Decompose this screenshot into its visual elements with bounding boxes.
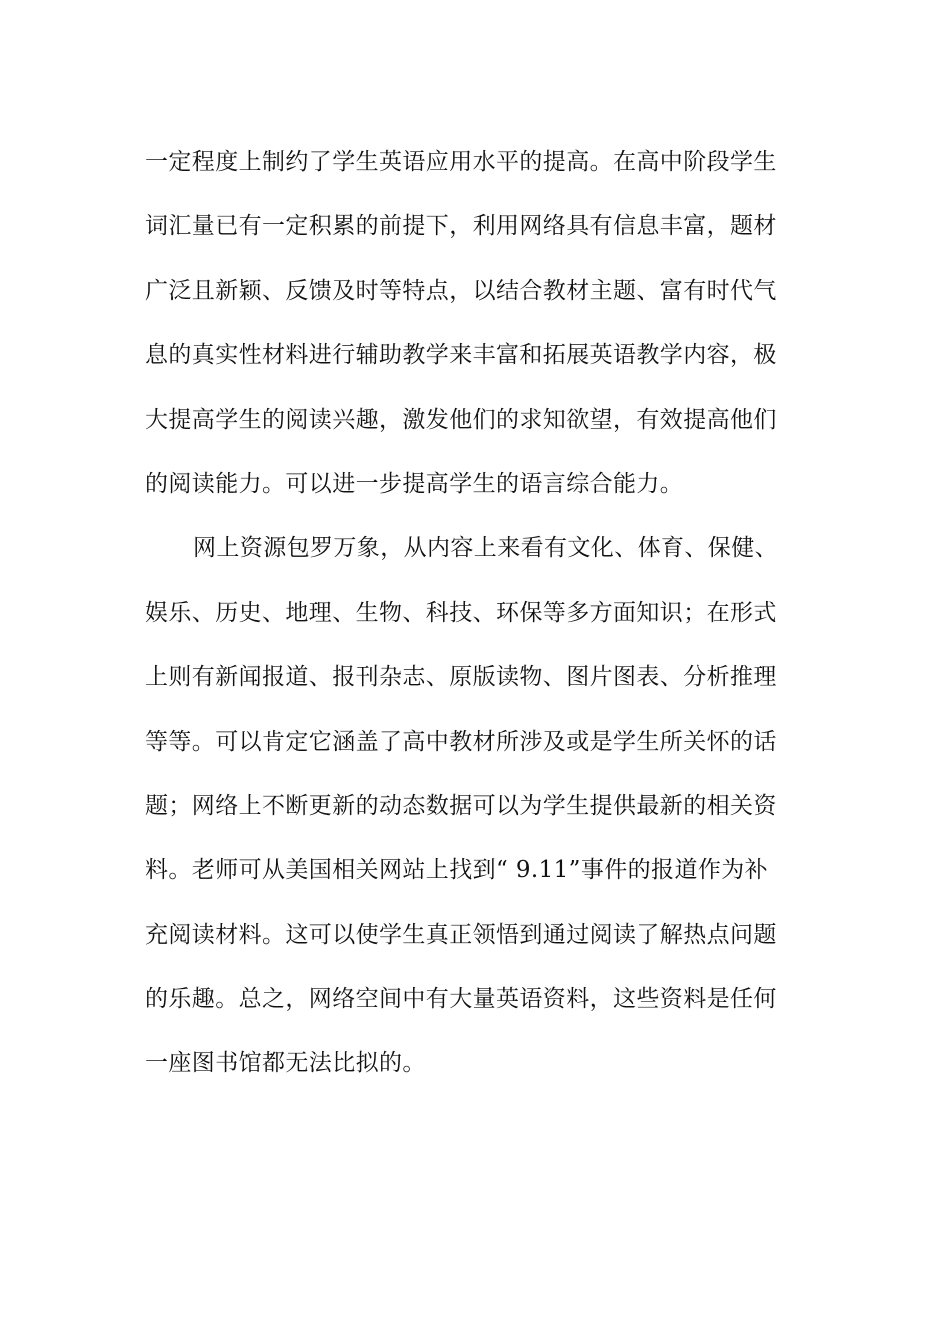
text-line-13: 充阅读材料。这可以使学生真正领悟到通过阅读了解热点问题 (145, 921, 777, 948)
text-line-1: 一定程度上制约了学生英语应用水平的提高。在高中阶段学生 (145, 149, 777, 175)
text-line-15: 一座图书馆都无法比拟的。 (145, 1050, 426, 1077)
text-line-4: 息的真实性材料进行辅助教学来丰富和拓展英语教学内容，极 (145, 342, 777, 369)
text-line-14: 的乐趣。总之，网络空间中有大量英语资料，这些资料是任何 (145, 986, 777, 1013)
text-line-8: 娱乐、历史、地理、生物、科技、环保等多方面知识；在形式 (145, 599, 777, 626)
text-line-3: 广泛且新颖、反馈及时等特点，以结合教材主题、富有时代气 (145, 277, 777, 304)
text-line-7: 网上资源包罗万象，从内容上来看有文化、体育、保健、 (193, 535, 778, 562)
text-line-2: 词汇量已有一定积累的前提下，利用网络具有信息丰富，题材 (145, 213, 777, 240)
body-text (145, 130, 805, 1096)
text-line-9: 上则有新闻报道、报刊杂志、原版读物、图片图表、分析推理 (145, 664, 777, 691)
text-line-10: 等等。可以肯定它涵盖了高中教材所涉及或是学生所关怀的话 (145, 728, 777, 755)
text-line-12: 料。老师可从美国相关网站上找到“ 9.11”事件的报道作为补 (145, 857, 769, 884)
text-line-6: 的阅读能力。可以进一步提高学生的语言综合能力。 (145, 470, 684, 497)
text-line-11: 题；网络上不断更新的动态数据可以为学生提供最新的相关资 (145, 792, 777, 819)
text-line-5: 大提高学生的阅读兴趣，激发他们的求知欲望，有效提高他们 (145, 406, 777, 433)
